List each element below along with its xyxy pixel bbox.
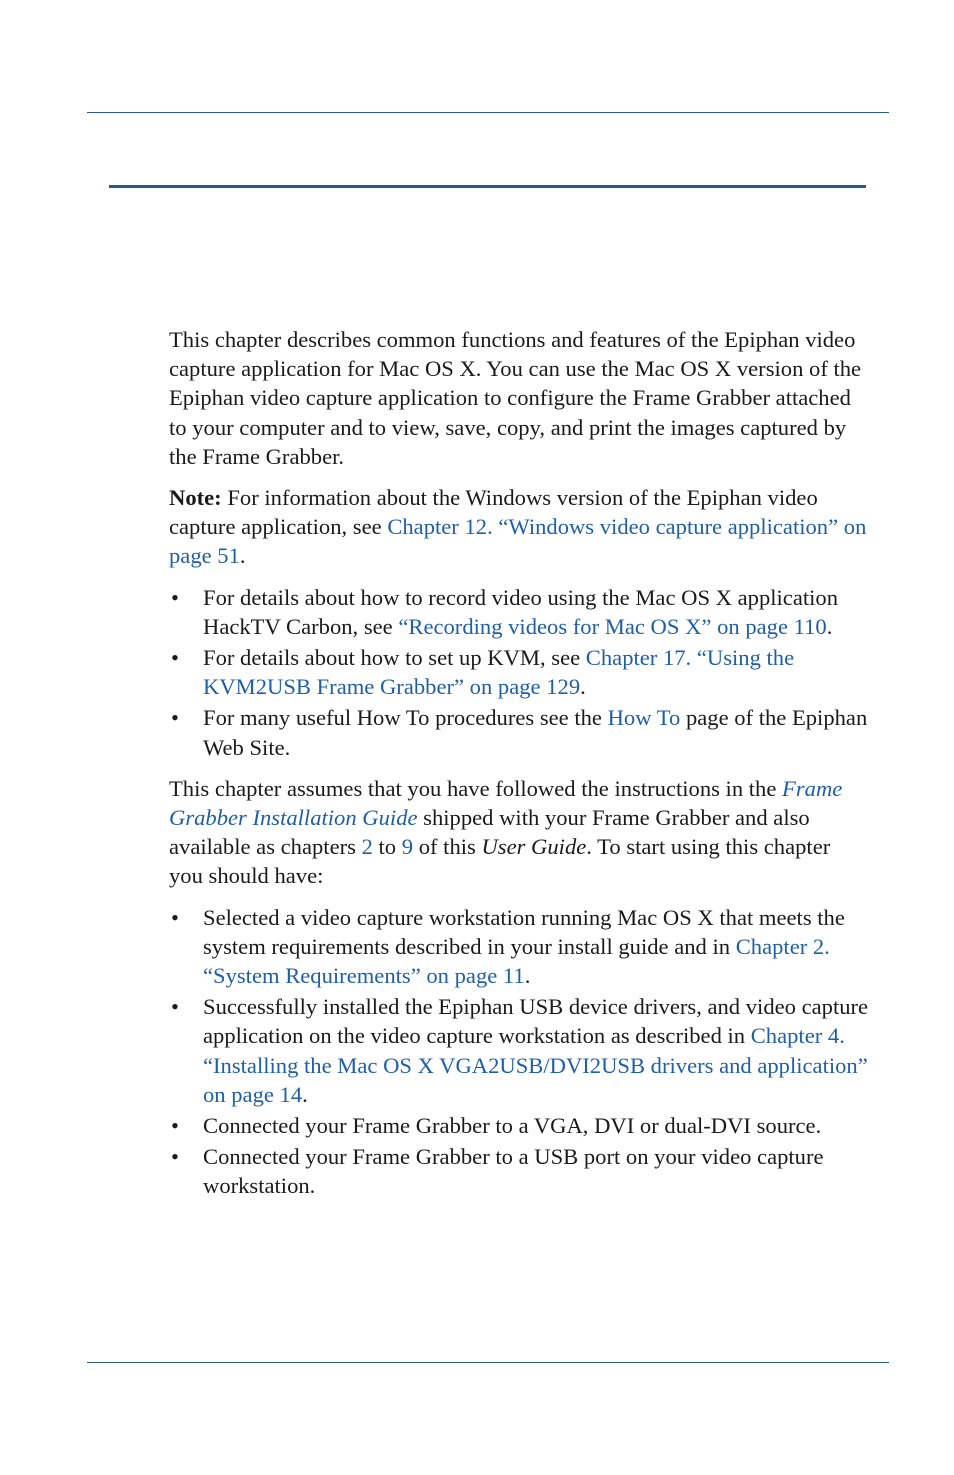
bullet-icon: • — [171, 645, 179, 671]
prerequisites-list — [169, 903, 869, 1201]
footer-rule — [87, 1362, 889, 1363]
bullet-icon: • — [171, 705, 179, 731]
note-text: For information about the Windows version of the Epiphan video capture application, see — [169, 485, 818, 540]
installation-guide-link[interactable]: Frame Grabber Installation Guide — [169, 775, 843, 831]
how-to-link[interactable]: How To — [607, 705, 681, 731]
list-item: • Connected your Frame Grabber to a VGA, DVI or dual-DVI source. — [169, 1111, 869, 1140]
note-label: Note: — [169, 485, 222, 511]
assumptions-paragraph: This chapter assumes that you have followed the instructions in the Frame Grabber Installation Guide shipped with your Frame Grabber and also available as chapters 2 to 9 of this User Guide. To start using this chapter you should have: — [169, 775, 843, 889]
windows-app-chapter-link[interactable]: Chapter 12. “Windows video capture application” on page 51 — [169, 514, 867, 569]
list-item: • For details about how to set up KVM, see Chapter 17. “Using the KVM2USB Frame Grabber” on page 129. — [171, 645, 795, 700]
bullet-icon: • — [171, 994, 179, 1020]
list-item: • Successfully installed the Epiphan USB device drivers, and video capture application on the video capture workstation as described in Chapter 4. “Installing the Mac OS X VGA2USB/DVI2USB drivers and application” on page 14. — [171, 994, 869, 1107]
list-item: • For details about how to record video using the Mac OS X application HackTV Carbon, see “Recording videos for Mac OS X” on page 110. — [171, 584, 839, 639]
list-item: • For many useful How To procedures see the How To page of the Epiphan Web Site. — [171, 705, 868, 760]
chapter-title-rule — [109, 185, 866, 188]
related-topics-list — [169, 583, 869, 762]
header-rule — [87, 112, 889, 113]
intro-paragraph: This chapter describes common functions and features of the Epiphan video capture application for Mac OS X. You can use the Mac OS X version of the Epiphan video capture application to configure the Frame Grabber attached to your computer and to view, save, copy, and print the images captured by the Frame Grabber. — [169, 327, 862, 469]
bullet-icon: • — [171, 1113, 179, 1139]
user-guide-title: User Guide — [481, 834, 587, 860]
recording-videos-link[interactable]: “Recording videos for Mac OS X” on page 110 — [398, 613, 827, 639]
bullet-icon: • — [171, 1144, 179, 1170]
list-item: • Connected your Frame Grabber to a USB port on your video capture workstation. — [171, 1144, 824, 1199]
bullet-icon: • — [171, 904, 179, 930]
bullet-icon: • — [171, 584, 179, 610]
chapter-2-link[interactable]: 2 — [361, 834, 373, 860]
system-requirements-link[interactable]: Chapter 2. “System Requirements” on page 11 — [203, 933, 830, 989]
note-paragraph: Note: For information about the Windows version of the Epiphan video capture application, see Chapter 12. “Windows video capture application” on page 51. — [169, 485, 867, 569]
installing-drivers-link[interactable]: Chapter 4. “Installing the Mac OS X VGA2USB/DVI2USB drivers and application” on page 14 — [203, 1023, 868, 1107]
kvm2usb-chapter-link[interactable]: Chapter 17. “Using the KVM2USB Frame Grabber” on page 129 — [203, 645, 795, 700]
chapter-body — [169, 325, 869, 1213]
chapter-9-link[interactable]: 9 — [401, 834, 414, 860]
list-item: • Selected a video capture workstation running Mac OS X that meets the system requirements described in your install guide and in Chapter 2. “System Requirements” on page 11. — [171, 904, 845, 989]
